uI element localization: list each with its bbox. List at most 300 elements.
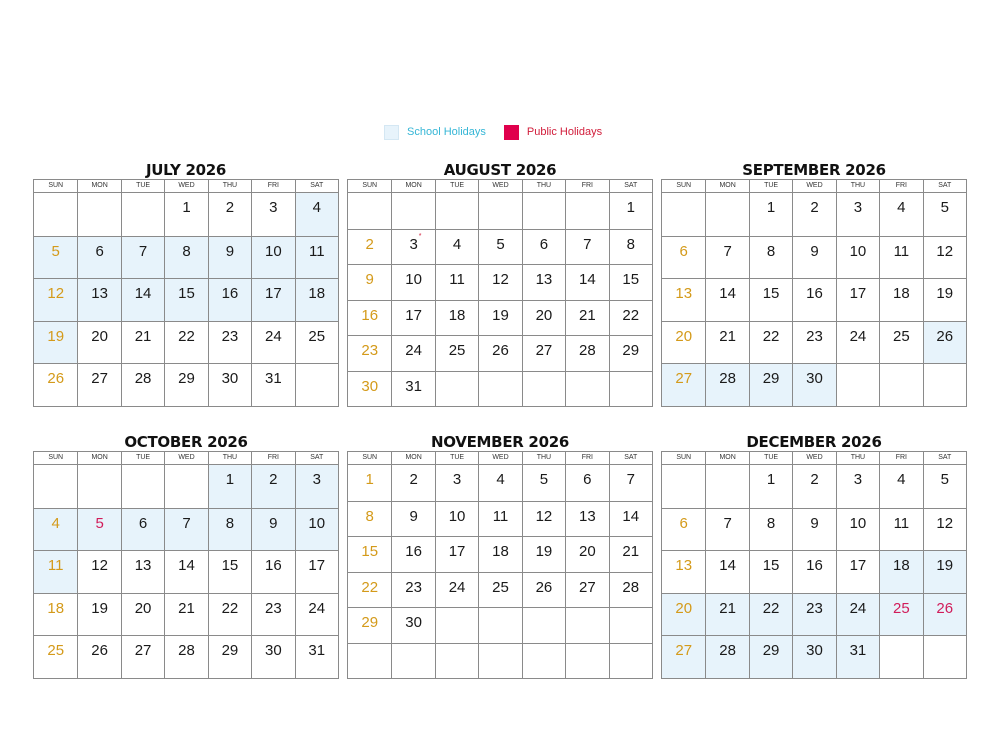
weekday-label: SAT xyxy=(609,452,652,464)
day-cell: 22 xyxy=(749,593,792,636)
day-cell: 18 xyxy=(34,593,77,636)
day-cell: 27 xyxy=(77,363,120,406)
day-cell: 17 xyxy=(295,550,338,593)
day-cell: 12 xyxy=(478,264,521,300)
day-cell: 22 xyxy=(348,572,391,608)
day-cell: 22 xyxy=(609,300,652,336)
day-cell: 28 xyxy=(609,572,652,608)
day-cell: 28 xyxy=(565,335,608,371)
day-cell: 1 xyxy=(609,193,652,229)
day-cell: 2 xyxy=(391,465,434,501)
day-cell: 1 xyxy=(749,465,792,508)
empty-cell xyxy=(478,643,521,679)
legend-public-holidays xyxy=(504,125,602,140)
day-cell: 29 xyxy=(749,363,792,406)
day-cell: 15 xyxy=(749,278,792,321)
day-cell: 20 xyxy=(565,536,608,572)
empty-cell xyxy=(923,363,966,406)
day-cell: 13 xyxy=(77,278,120,321)
day-cell: 8 xyxy=(164,236,207,279)
weekday-label: WED xyxy=(792,180,835,192)
day-cell: 9 xyxy=(208,236,251,279)
month-title: DECEMBER 2026 xyxy=(746,433,882,451)
day-cell: 29 xyxy=(609,335,652,371)
empty-cell xyxy=(923,635,966,678)
school-holidays-label: School Holidays xyxy=(407,126,486,138)
weekday-label: FRI xyxy=(879,452,922,464)
day-cell: 18 xyxy=(478,536,521,572)
weekday-label: SAT xyxy=(609,180,652,192)
weekday-label: TUE xyxy=(749,452,792,464)
day-cell: 31 xyxy=(391,371,434,407)
weeks xyxy=(34,193,338,406)
day-cell: 20 xyxy=(121,593,164,636)
day-cell: 4 xyxy=(435,229,478,265)
day-cell: 20 xyxy=(662,321,705,364)
empty-cell xyxy=(34,465,77,508)
day-cell: 9 xyxy=(391,501,434,537)
weekday-label: SUN xyxy=(676,454,692,461)
day-cell: 26 xyxy=(77,635,120,678)
day-cell: 15 xyxy=(749,550,792,593)
day-cell: 5 xyxy=(478,229,521,265)
day-cell: 4 xyxy=(34,508,77,551)
weekday-label: MON xyxy=(705,180,748,192)
day-cell: 10 xyxy=(836,236,879,279)
day-cell: 7 xyxy=(565,229,608,265)
day-cell: 30 xyxy=(251,635,294,678)
day-cell: 6 xyxy=(522,229,565,265)
day-cell: 19 xyxy=(923,278,966,321)
weekday-label: MON xyxy=(705,452,748,464)
day-cell: 18 xyxy=(879,550,922,593)
day-cell: 9 xyxy=(792,236,835,279)
day-cell: 23 xyxy=(391,572,434,608)
month-title: NOVEMBER 2026 xyxy=(431,433,569,451)
asterisk-mark: * xyxy=(418,232,422,240)
weekday-header-row xyxy=(34,452,338,465)
day-cell: 25 xyxy=(879,593,922,636)
day-cell: 23 xyxy=(251,593,294,636)
day-cell: 3 xyxy=(836,193,879,236)
day-cell: 3 * xyxy=(391,229,434,265)
weekday-label: THU xyxy=(522,180,565,192)
day-cell: 17 xyxy=(251,278,294,321)
day-cell: 8 xyxy=(749,508,792,551)
empty-cell xyxy=(77,193,120,236)
day-cell: 8 xyxy=(348,501,391,537)
day-cell: 4 xyxy=(295,193,338,236)
day-cell: 28 xyxy=(121,363,164,406)
weeks xyxy=(662,465,966,678)
month-grid xyxy=(347,179,653,407)
month-october xyxy=(33,433,339,679)
day-cell: 11 xyxy=(879,236,922,279)
day-cell: 24 xyxy=(391,335,434,371)
day-cell: 6 xyxy=(662,508,705,551)
day-cell: 31 xyxy=(295,635,338,678)
day-cell: 29 xyxy=(749,635,792,678)
day-cell: 7 xyxy=(705,508,748,551)
day-cell: 6 xyxy=(565,465,608,501)
day-cell: 29 xyxy=(208,635,251,678)
day-cell: 6 xyxy=(77,236,120,279)
day-cell: 8 xyxy=(749,236,792,279)
weekday-label: MON xyxy=(391,452,434,464)
day-cell: 26 xyxy=(923,321,966,364)
month-december xyxy=(661,433,967,679)
empty-cell xyxy=(295,363,338,406)
weekday-label: WED xyxy=(478,452,521,464)
weekday-label: SAT xyxy=(923,180,966,192)
empty-cell xyxy=(478,193,521,229)
empty-cell xyxy=(609,607,652,643)
day-cell: 3 xyxy=(435,465,478,501)
weekday-label: SAT xyxy=(295,180,338,192)
weekday-label: SUN xyxy=(676,182,692,189)
month-november xyxy=(347,433,653,679)
weekday-label: WED xyxy=(478,180,521,192)
day-cell: 16 xyxy=(792,550,835,593)
day-cell: 9 xyxy=(251,508,294,551)
day-cell: 10 xyxy=(836,508,879,551)
day-cell: 13 xyxy=(662,550,705,593)
empty-cell xyxy=(77,465,120,508)
day-cell: 16 xyxy=(391,536,434,572)
month-august xyxy=(347,161,653,407)
weekday-label: THU xyxy=(208,452,251,464)
day-cell: 30 xyxy=(391,607,434,643)
day-cell: 11 xyxy=(879,508,922,551)
empty-cell xyxy=(34,193,77,236)
day-cell: 16 xyxy=(208,278,251,321)
day-cell: 9 xyxy=(792,508,835,551)
weekday-label: TUE xyxy=(121,452,164,464)
day-cell: 5 xyxy=(34,236,77,279)
day-cell: 25 xyxy=(435,335,478,371)
day-cell: 28 xyxy=(164,635,207,678)
day-cell: 12 xyxy=(34,278,77,321)
month-title: JULY 2026 xyxy=(145,161,227,179)
weeks xyxy=(348,465,652,678)
day-cell: 14 xyxy=(121,278,164,321)
day-cell: 11 xyxy=(295,236,338,279)
day-cell: 29 xyxy=(164,363,207,406)
day-cell: 11 xyxy=(435,264,478,300)
day-cell: 5 xyxy=(923,465,966,508)
legend xyxy=(384,123,602,141)
day-cell: 22 xyxy=(749,321,792,364)
day-cell: 23 xyxy=(348,335,391,371)
day-cell: 23 xyxy=(792,321,835,364)
day-cell: 13 xyxy=(662,278,705,321)
day-cell: 16 xyxy=(348,300,391,336)
day-cell: 8 xyxy=(609,229,652,265)
day-cell: 21 xyxy=(705,321,748,364)
month-july xyxy=(33,161,339,407)
day-cell: 30 xyxy=(792,363,835,406)
empty-cell xyxy=(565,193,608,229)
day-cell: 24 xyxy=(836,593,879,636)
empty-cell xyxy=(348,643,391,679)
weekday-label: WED xyxy=(164,452,207,464)
day-cell: 19 xyxy=(77,593,120,636)
month-grid xyxy=(33,179,339,407)
weekday-label: WED xyxy=(164,180,207,192)
day-cell: 17 xyxy=(836,550,879,593)
day-cell: 2 xyxy=(208,193,251,236)
day-cell: 15 xyxy=(348,536,391,572)
day-cell: 25 xyxy=(879,321,922,364)
day-cell: 10 xyxy=(435,501,478,537)
day-cell: 20 xyxy=(662,593,705,636)
empty-cell xyxy=(435,371,478,407)
empty-cell xyxy=(348,193,391,229)
day-cell: 7 xyxy=(705,236,748,279)
day-cell: 14 xyxy=(164,550,207,593)
day-cell: 12 xyxy=(77,550,120,593)
empty-cell xyxy=(164,465,207,508)
day-cell: 26 xyxy=(478,335,521,371)
day-cell: 24 xyxy=(435,572,478,608)
day-cell: 27 xyxy=(121,635,164,678)
empty-cell xyxy=(522,643,565,679)
empty-cell xyxy=(662,193,705,236)
day-cell: 1 xyxy=(208,465,251,508)
empty-cell xyxy=(435,643,478,679)
weekday-label: SAT xyxy=(923,452,966,464)
day-cell: 2 xyxy=(251,465,294,508)
day-cell: 3 xyxy=(836,465,879,508)
day-cell: 19 xyxy=(923,550,966,593)
weekday-label: FRI xyxy=(251,180,294,192)
month-grid xyxy=(661,451,967,679)
weekday-label: SUN xyxy=(362,454,378,461)
day-cell: 12 xyxy=(923,508,966,551)
day-cell: 6 xyxy=(121,508,164,551)
day-cell: 21 xyxy=(705,593,748,636)
day-cell: 4 xyxy=(879,465,922,508)
day-cell: 7 xyxy=(609,465,652,501)
day-cell: 27 xyxy=(662,635,705,678)
day-cell: 3 xyxy=(295,465,338,508)
day-cell: 12 xyxy=(923,236,966,279)
weekday-label: FRI xyxy=(251,452,294,464)
empty-cell xyxy=(391,193,434,229)
day-cell: 5 xyxy=(923,193,966,236)
day-cell: 26 xyxy=(34,363,77,406)
day-cell: 5 xyxy=(522,465,565,501)
day-cell: 10 xyxy=(391,264,434,300)
weekday-label: FRI xyxy=(879,180,922,192)
empty-cell xyxy=(478,371,521,407)
day-cell: 2 xyxy=(792,465,835,508)
day-cell: 25 xyxy=(34,635,77,678)
weekday-header-row xyxy=(348,180,652,193)
empty-cell xyxy=(565,643,608,679)
day-cell: 11 xyxy=(478,501,521,537)
day-cell: 7 xyxy=(121,236,164,279)
day-cell: 30 xyxy=(792,635,835,678)
month-grid xyxy=(661,179,967,407)
empty-cell xyxy=(121,193,164,236)
day-cell: 17 xyxy=(435,536,478,572)
day-cell: 12 xyxy=(522,501,565,537)
day-cell: 13 xyxy=(121,550,164,593)
day-cell: 3 xyxy=(251,193,294,236)
weekday-label: WED xyxy=(792,452,835,464)
day-cell: 21 xyxy=(164,593,207,636)
day-cell: 18 xyxy=(295,278,338,321)
weekday-label: TUE xyxy=(121,180,164,192)
day-cell: 24 xyxy=(251,321,294,364)
weeks xyxy=(662,193,966,406)
day-cell: 4 xyxy=(478,465,521,501)
weekday-label: TUE xyxy=(749,180,792,192)
day-cell: 11 xyxy=(34,550,77,593)
weekday-label: MON xyxy=(391,180,434,192)
empty-cell xyxy=(522,607,565,643)
empty-cell xyxy=(522,193,565,229)
empty-cell xyxy=(662,465,705,508)
weekday-label: SAT xyxy=(295,452,338,464)
weekday-label: MON xyxy=(77,180,120,192)
day-cell: 19 xyxy=(478,300,521,336)
empty-cell xyxy=(609,643,652,679)
day-cell: 2 xyxy=(792,193,835,236)
empty-cell xyxy=(478,607,521,643)
day-cell: 16 xyxy=(792,278,835,321)
public-holidays-swatch xyxy=(504,125,519,140)
day-cell: 6 xyxy=(662,236,705,279)
day-cell: 28 xyxy=(705,635,748,678)
month-september xyxy=(661,161,967,407)
month-title: SEPTEMBER 2026 xyxy=(742,161,886,179)
day-cell: 25 xyxy=(295,321,338,364)
weekday-label: TUE xyxy=(435,180,478,192)
weekday-label: FRI xyxy=(565,180,608,192)
empty-cell xyxy=(391,643,434,679)
day-cell: 31 xyxy=(836,635,879,678)
weekday-header-row xyxy=(662,452,966,465)
school-holidays-swatch xyxy=(384,125,399,140)
day-cell: 16 xyxy=(251,550,294,593)
weekday-label: SUN xyxy=(48,454,64,461)
day-cell: 25 xyxy=(478,572,521,608)
day-cell: 10 xyxy=(251,236,294,279)
empty-cell xyxy=(121,465,164,508)
day-cell: 10 xyxy=(295,508,338,551)
month-title: AUGUST 2026 xyxy=(443,161,557,179)
weekday-label: TUE xyxy=(435,452,478,464)
day-cell: 30 xyxy=(208,363,251,406)
day-cell: 13 xyxy=(522,264,565,300)
empty-cell xyxy=(565,607,608,643)
day-cell: 21 xyxy=(565,300,608,336)
day-cell: 15 xyxy=(609,264,652,300)
weekday-label: THU xyxy=(836,452,879,464)
weekday-label: THU xyxy=(522,452,565,464)
month-grid xyxy=(347,451,653,679)
day-cell: 2 xyxy=(348,229,391,265)
day-cell: 5 xyxy=(77,508,120,551)
day-cell: 26 xyxy=(522,572,565,608)
day-cell: 18 xyxy=(879,278,922,321)
day-cell: 19 xyxy=(34,321,77,364)
day-cell: 14 xyxy=(705,550,748,593)
day-cell: 14 xyxy=(609,501,652,537)
public-holidays-label: Public Holidays xyxy=(526,126,603,138)
empty-cell xyxy=(836,363,879,406)
day-cell: 21 xyxy=(609,536,652,572)
weekday-label: MON xyxy=(77,452,120,464)
day-cell: 20 xyxy=(77,321,120,364)
weekday-label: SUN xyxy=(48,182,64,189)
day-cell: 27 xyxy=(522,335,565,371)
empty-cell xyxy=(435,607,478,643)
day-cell: 22 xyxy=(208,593,251,636)
day-cell: 7 xyxy=(164,508,207,551)
empty-cell xyxy=(879,635,922,678)
day-cell: 13 xyxy=(565,501,608,537)
day-cell: 1 xyxy=(365,471,374,488)
empty-cell xyxy=(609,371,652,407)
day-cell: 14 xyxy=(705,278,748,321)
day-cell: 18 xyxy=(435,300,478,336)
weekday-label: THU xyxy=(208,180,251,192)
weekday-header-row xyxy=(348,452,652,465)
day-cell: 9 xyxy=(348,264,391,300)
weeks xyxy=(34,465,338,678)
day-cell: 31 xyxy=(251,363,294,406)
day-cell: 8 xyxy=(208,508,251,551)
weekday-label: SUN xyxy=(362,182,378,189)
day-cell: 14 xyxy=(565,264,608,300)
weeks xyxy=(348,193,652,406)
day-cell: 19 xyxy=(522,536,565,572)
day-cell: 20 xyxy=(522,300,565,336)
day-cell: 15 xyxy=(208,550,251,593)
day-cell: 21 xyxy=(121,321,164,364)
weekday-label: THU xyxy=(836,180,879,192)
empty-cell xyxy=(705,193,748,236)
empty-cell xyxy=(705,465,748,508)
day-cell: 24 xyxy=(295,593,338,636)
day-cell: 1 xyxy=(749,193,792,236)
empty-cell xyxy=(435,193,478,229)
day-cell: 17 xyxy=(836,278,879,321)
day-cell: 17 xyxy=(391,300,434,336)
day-cell: 27 xyxy=(662,363,705,406)
legend-school-holidays xyxy=(384,125,486,140)
weekday-label: FRI xyxy=(565,452,608,464)
weekday-header-row xyxy=(662,180,966,193)
month-grid xyxy=(33,451,339,679)
empty-cell xyxy=(565,371,608,407)
month-title: OCTOBER 2026 xyxy=(124,433,248,451)
empty-cell xyxy=(522,371,565,407)
empty-cell xyxy=(879,363,922,406)
weekday-header-row xyxy=(34,180,338,193)
day-cell: 26 xyxy=(923,593,966,636)
day-cell: 22 xyxy=(164,321,207,364)
day-cell: 27 xyxy=(565,572,608,608)
day-cell: 24 xyxy=(836,321,879,364)
day-cell: 15 xyxy=(164,278,207,321)
day-cell: 28 xyxy=(705,363,748,406)
day-cell: 23 xyxy=(792,593,835,636)
day-cell: 29 xyxy=(348,607,391,643)
